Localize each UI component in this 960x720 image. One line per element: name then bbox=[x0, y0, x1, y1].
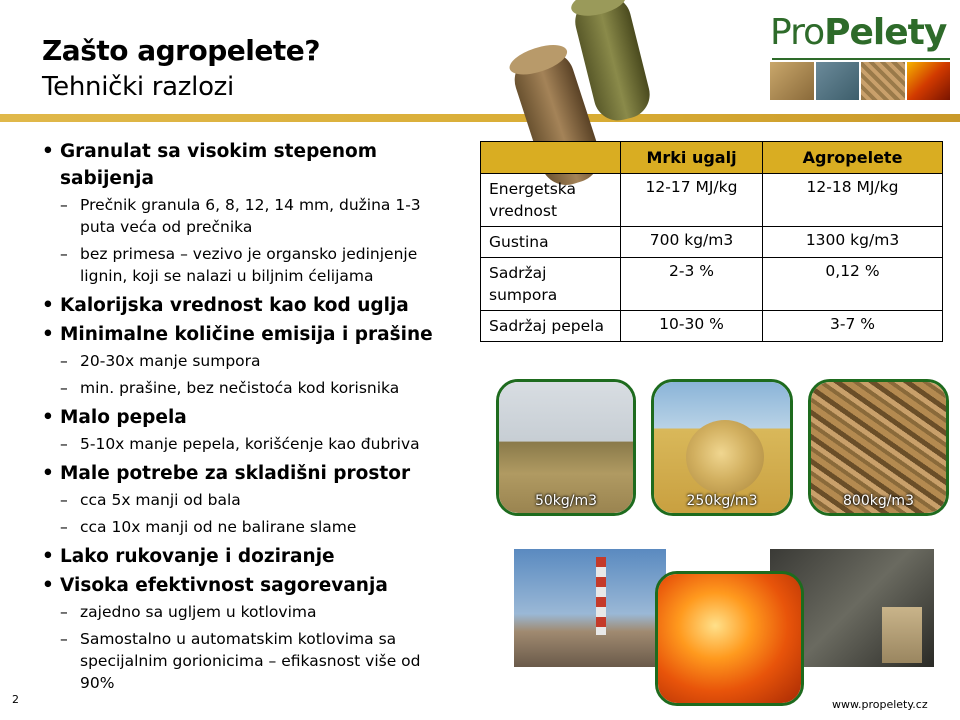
sub-bullet-item: – 5-10x manje pepela, korišćenje kao đubriva bbox=[42, 433, 452, 455]
table-header-coal: Mrki ugalj bbox=[621, 142, 763, 174]
header-divider bbox=[0, 114, 960, 122]
logo-photo-bale bbox=[770, 62, 814, 100]
bullet-list bbox=[42, 138, 452, 699]
sub-bullet-item: – bez primesa – vezivo je organsko jedinjenje lignin, koji se nalazi u biljnim ćelijama bbox=[42, 243, 452, 287]
photo-fire bbox=[655, 571, 804, 706]
sub-bullet-item: – cca 10x manji od ne balirane slame bbox=[42, 516, 452, 538]
fire-image bbox=[658, 574, 801, 703]
table-row bbox=[481, 311, 943, 342]
bale-shape bbox=[686, 420, 764, 494]
cell-agro: 3-7 % bbox=[763, 311, 943, 342]
table-row bbox=[481, 258, 943, 311]
page-number: 2 bbox=[12, 693, 19, 706]
cell-coal: 12-17 MJ/kg bbox=[621, 174, 763, 227]
logo-photo-machine bbox=[816, 62, 860, 100]
website-link[interactable]: www.propelety.cz bbox=[832, 698, 928, 711]
bullet-item: • Malo pepela bbox=[42, 404, 452, 431]
logo-underline bbox=[772, 58, 950, 60]
row-label: Energetska vrednost bbox=[481, 174, 621, 227]
photo-straw-bale bbox=[651, 379, 793, 516]
logo-photo-strip bbox=[770, 62, 950, 100]
logo-photo-fire bbox=[907, 62, 951, 100]
table-header-agro: Agropelete bbox=[763, 142, 943, 174]
logo-text: ProPelety bbox=[770, 12, 947, 53]
table-header-empty bbox=[481, 142, 621, 174]
cell-coal: 700 kg/m3 bbox=[621, 227, 763, 258]
sub-bullet-item: – cca 5x manji od bala bbox=[42, 489, 452, 511]
comparison-table bbox=[480, 141, 943, 342]
power-plant-photo bbox=[514, 549, 666, 667]
propelety-logo bbox=[770, 12, 952, 102]
chimney-shape bbox=[596, 557, 606, 635]
bullet-item: • Minimalne količine emisija i prašine bbox=[42, 321, 452, 348]
table-row bbox=[481, 174, 943, 227]
cell-coal: 10-30 % bbox=[621, 311, 763, 342]
row-label: Sadržaj pepela bbox=[481, 311, 621, 342]
bullet-item: • Kalorijska vrednost kao kod uglja bbox=[42, 292, 452, 319]
sub-bullet-item: – Samostalno u automatskim kotlovima sa specijalnim gorionicima – efikasnost više od 90% bbox=[42, 628, 452, 694]
photo-pellets bbox=[808, 379, 949, 516]
row-label: Gustina bbox=[481, 227, 621, 258]
table-row bbox=[481, 227, 943, 258]
slide-subtitle: Tehnički razlozi bbox=[42, 72, 234, 102]
bullet-item: • Male potrebe za skladišni prostor bbox=[42, 460, 452, 487]
density-label: 800kg/m3 bbox=[843, 493, 914, 509]
cell-agro: 1300 kg/m3 bbox=[763, 227, 943, 258]
photo-loose-straw bbox=[496, 379, 636, 516]
density-label: 250kg/m3 bbox=[686, 493, 758, 509]
bullet-item: • Lako rukovanje i doziranje bbox=[42, 543, 452, 570]
sub-bullet-item: – 20-30x manje sumpora bbox=[42, 350, 452, 372]
bullet-item: • Granulat sa visokim stepenom sabijenja bbox=[42, 138, 452, 192]
sub-bullet-item: – Prečnik granula 6, 8, 12, 14 mm, dužina 1-3 puta veća od prečnika bbox=[42, 194, 452, 238]
cell-agro: 12-18 MJ/kg bbox=[763, 174, 943, 227]
table-header-row bbox=[481, 142, 943, 174]
bullet-item: • Visoka efektivnost sagorevanja bbox=[42, 572, 452, 599]
slide-title: Zašto agropelete? bbox=[42, 34, 320, 67]
row-label: Sadržaj sumpora bbox=[481, 258, 621, 311]
logo-photo-pellets bbox=[861, 62, 905, 100]
cell-coal: 2-3 % bbox=[621, 258, 763, 311]
sub-bullet-item: – min. prašine, bez nečistoća kod korisnika bbox=[42, 377, 452, 399]
sub-bullet-item: – zajedno sa ugljem u kotlovima bbox=[42, 601, 452, 623]
boiler-shape bbox=[882, 607, 922, 663]
cell-agro: 0,12 % bbox=[763, 258, 943, 311]
density-label: 50kg/m3 bbox=[534, 493, 598, 509]
